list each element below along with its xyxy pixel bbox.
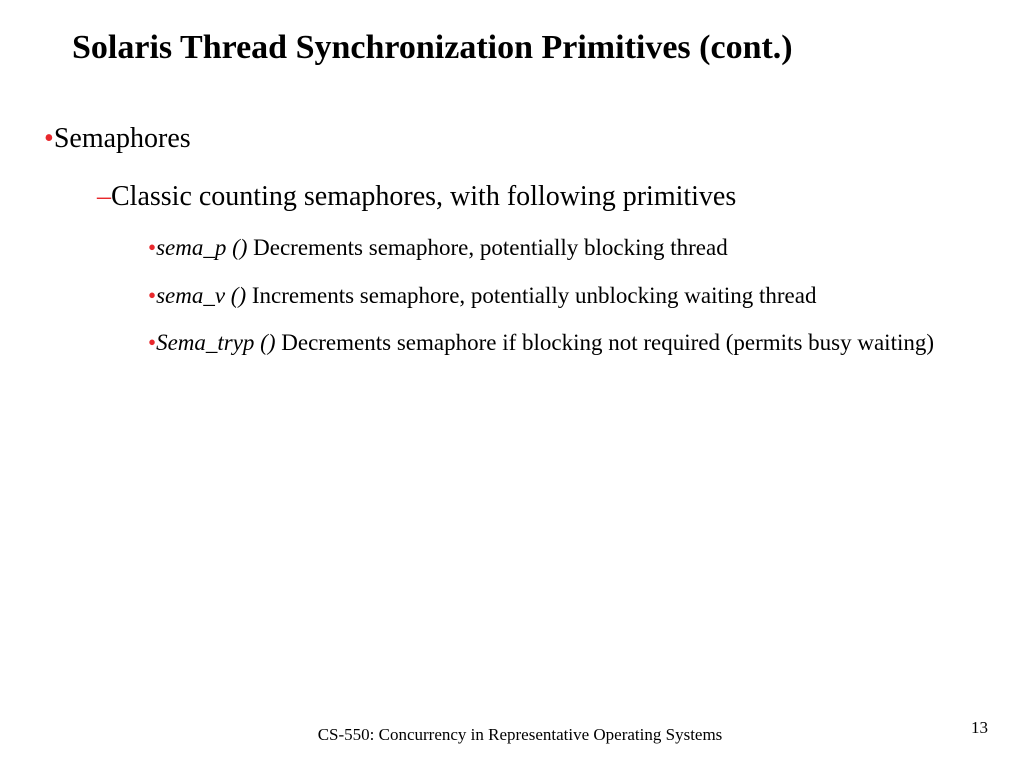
function-name: sema_v (): [156, 283, 247, 308]
bullet-sema-p: [148, 235, 988, 261]
function-description: Increments semaphore, potentially unblocking waiting thread: [246, 283, 817, 308]
bullet-semaphores: [44, 121, 191, 157]
slide-footer: CS-550: Concurrency in Representative Operating Systems: [317, 725, 723, 744]
bullet-sema-v: [148, 283, 988, 309]
bullet-marker: •: [148, 235, 157, 260]
bullet-text: Classic counting semaphores, with following primitives: [111, 181, 737, 212]
bullet-marker: •: [44, 123, 54, 154]
function-description: Decrements semaphore, potentially blocking thread: [247, 235, 728, 260]
function-description: Decrements semaphore if blocking not required (permits busy waiting): [275, 330, 935, 355]
page-number: 13: [971, 718, 988, 737]
bullet-sema-tryp: [148, 330, 988, 356]
function-name: Sema_tryp (): [156, 330, 276, 355]
slide-title: Solaris Thread Synchronization Primitives (cont.): [72, 29, 793, 66]
bullet-marker: •: [148, 330, 157, 355]
bullet-text: Semaphores: [53, 123, 191, 154]
bullet-classic-counting: [97, 179, 736, 215]
bullet-marker: •: [148, 283, 157, 308]
dash-marker: –: [97, 181, 111, 212]
function-name: sema_p (): [156, 235, 248, 260]
